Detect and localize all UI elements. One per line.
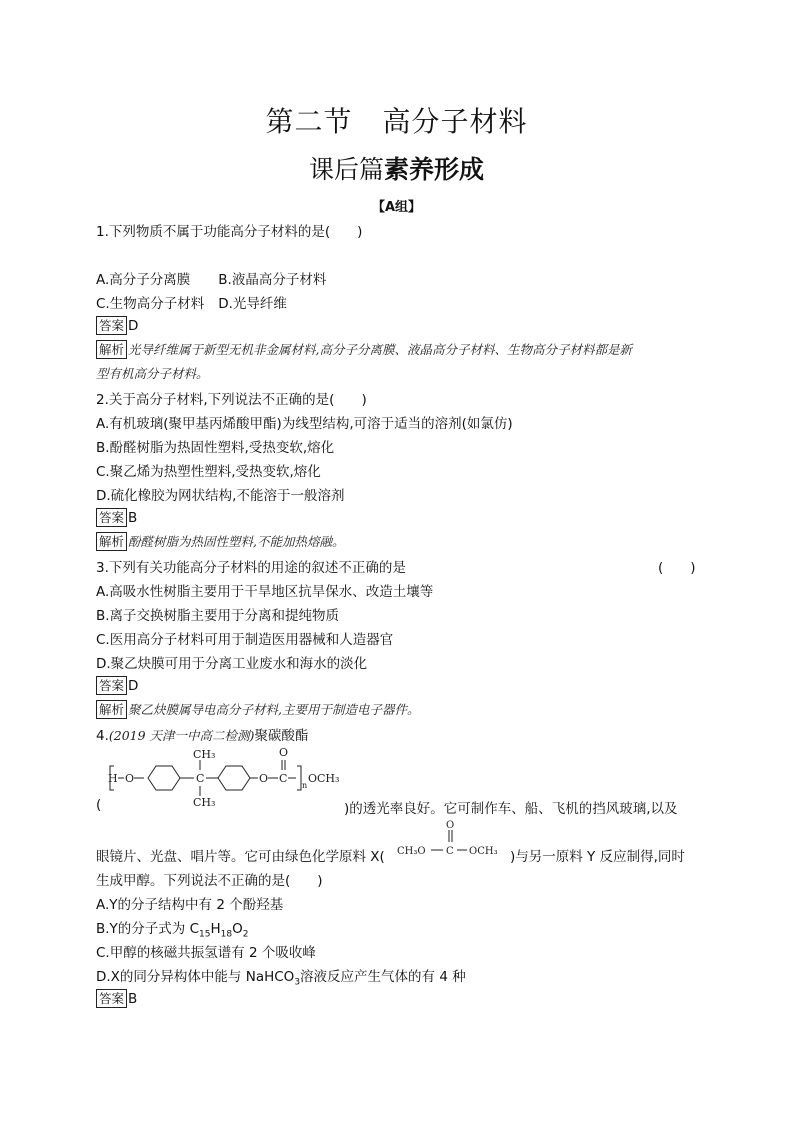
q3-analysis <box>96 700 420 719</box>
q1-stem: 1.下列物质不属于功能高分子材料的是( ) <box>96 224 363 240</box>
q4-option-d-sub: 3 <box>294 977 301 988</box>
q4-line2-open: ( <box>96 797 102 813</box>
page-subtitle <box>0 150 793 186</box>
q2-option-a: A.有机玻璃(聚甲基丙烯酸甲酯)为线型结构,可溶于适当的溶剂(如氯仿) <box>96 416 513 432</box>
q2-analysis-text: 酚醛树脂为热固性塑料,不能加热熔融。 <box>128 534 345 549</box>
q1-option-c: C.生物高分子材料 <box>96 296 205 312</box>
analysis-tag: 解析 <box>96 700 127 719</box>
q1-options-row2 <box>96 292 287 312</box>
q4-option-b-sub2: 18 <box>220 929 233 940</box>
analysis-tag: 解析 <box>96 532 127 551</box>
x-c-carbonyl: C <box>446 846 454 857</box>
polycarbonate-structure <box>100 744 350 814</box>
struct-ch3-top: CH₃ <box>193 748 216 761</box>
q3-analysis-text: 聚乙炔膜属导电高分子材料,主要用于制造电子器件。 <box>128 702 420 717</box>
struct-c-carbonyl: C <box>279 772 288 785</box>
x-right-group: OCH₃ <box>469 846 498 857</box>
q4-line2-rest: )的透光率良好。它可制作车、船、飞机的挡风玻璃,以及 <box>344 801 678 817</box>
q4-line3-b: )与另一原料 Y 反应制得,同时 <box>510 849 685 865</box>
dimethyl-carbonate-structure <box>397 818 509 864</box>
q4-stem-text: 聚碳酸酯 <box>254 728 309 744</box>
q1-option-a: A.高分子分离膜 <box>96 272 191 288</box>
q2-option-c: C.聚乙烯为热塑性塑料,受热变软,熔化 <box>96 464 321 480</box>
q4-option-d <box>96 965 466 988</box>
x-left-group: CH₃O <box>397 846 426 857</box>
x-o-double: O <box>446 820 455 831</box>
struct-n: n <box>302 781 308 790</box>
q4-option-b-mid: H <box>210 921 221 937</box>
q3-paren: ( ) <box>658 560 696 576</box>
struct-h: H <box>108 772 118 785</box>
q4-option-d-post: 溶液反应产生气体的有 4 种 <box>300 969 466 985</box>
answer-tag: 答案 <box>96 676 127 695</box>
q3-answer-value: D <box>128 678 139 694</box>
q4-number: 4. <box>96 728 109 744</box>
q1-analysis-text-2: 型有机高分子材料。 <box>96 366 209 381</box>
group-label: 【A组】 <box>371 200 422 215</box>
analysis-tag: 解析 <box>96 340 127 359</box>
title-section: 第二节 <box>265 105 353 138</box>
answer-tag: 答案 <box>96 508 127 527</box>
q4-line4: 生成甲醇。下列说法不正确的是( ) <box>96 873 323 889</box>
q2-option-d: D.硫化橡胶为网状结构,不能溶于一般溶剂 <box>96 488 345 504</box>
q1-answer-value: D <box>128 318 139 334</box>
q4-option-b-sub3: 2 <box>242 929 249 940</box>
q2-stem: 2.关于高分子材料,下列说法不正确的是( ) <box>96 392 367 408</box>
answer-tag: 答案 <box>96 989 127 1008</box>
q2-analysis <box>96 532 345 551</box>
struct-ch3-bottom: CH₃ <box>193 796 216 809</box>
q1-analysis-text-1: 光导纤维属于新型无机非金属材料,高分子分离膜、液晶高分子材料、生物高分子材料都是新 <box>128 342 632 357</box>
q4-answer <box>96 989 137 1008</box>
page-title <box>0 100 793 140</box>
q3-option-d: D.聚乙炔膜可用于分离工业废水和海水的淡化 <box>96 656 368 672</box>
subtitle-bold: 素养形成 <box>384 155 485 184</box>
q2-option-b: B.酚醛树脂为热固性塑料,受热变软,熔化 <box>96 440 335 456</box>
q2-answer-value: B <box>128 510 138 526</box>
answer-tag: 答案 <box>96 316 127 335</box>
q1-analysis <box>96 340 632 359</box>
q4-option-b-end: O <box>232 921 243 937</box>
title-topic: 高分子材料 <box>382 105 528 138</box>
q3-option-c: C.医用高分子材料可用于制造医用器械和人造器官 <box>96 632 394 648</box>
q1-option-b: B.液晶高分子材料 <box>218 272 327 288</box>
subtitle-normal: 课后篇 <box>308 155 384 184</box>
q2-answer <box>96 508 137 527</box>
q1-answer <box>96 316 138 335</box>
q3-answer <box>96 676 138 695</box>
q4-option-a: A.Y的分子结构中有 2 个酚羟基 <box>96 897 284 913</box>
struct-o-double: O <box>279 746 289 759</box>
q4-option-b-sub1: 15 <box>199 929 211 940</box>
q1-option-d: D.光导纤维 <box>218 296 287 312</box>
struct-o2: O <box>259 772 269 785</box>
q3-option-b: B.离子交换树脂主要用于分离和提纯物质 <box>96 608 340 624</box>
q4-source: (2019 天津一中高二检测) <box>108 728 255 743</box>
q4-option-d-pre: D.X的同分异构体中能与 NaHCO <box>96 969 295 985</box>
q3-stem: 3.下列有关功能高分子材料的用途的叙述不正确的是 <box>96 560 406 576</box>
q4-stem <box>96 724 308 744</box>
q3-option-a: A.高吸水性树脂主要用于干旱地区抗旱保水、改造土壤等 <box>96 584 434 600</box>
q4-option-b <box>96 917 248 940</box>
struct-c-center: C <box>196 772 205 785</box>
struct-och3: OCH₃ <box>308 772 340 785</box>
q1-options-row1 <box>96 268 326 288</box>
q4-line3-a: 眼镜片、光盘、唱片等。它可由绿色化学原料 X( <box>96 849 385 865</box>
struct-o1: O <box>125 772 135 785</box>
q4-option-b-pre: B.Y的分子式为 C <box>96 921 200 937</box>
q4-option-c: C.甲醇的核磁共振氢谱有 2 个吸收峰 <box>96 945 316 961</box>
q4-answer-value: B <box>128 991 138 1007</box>
